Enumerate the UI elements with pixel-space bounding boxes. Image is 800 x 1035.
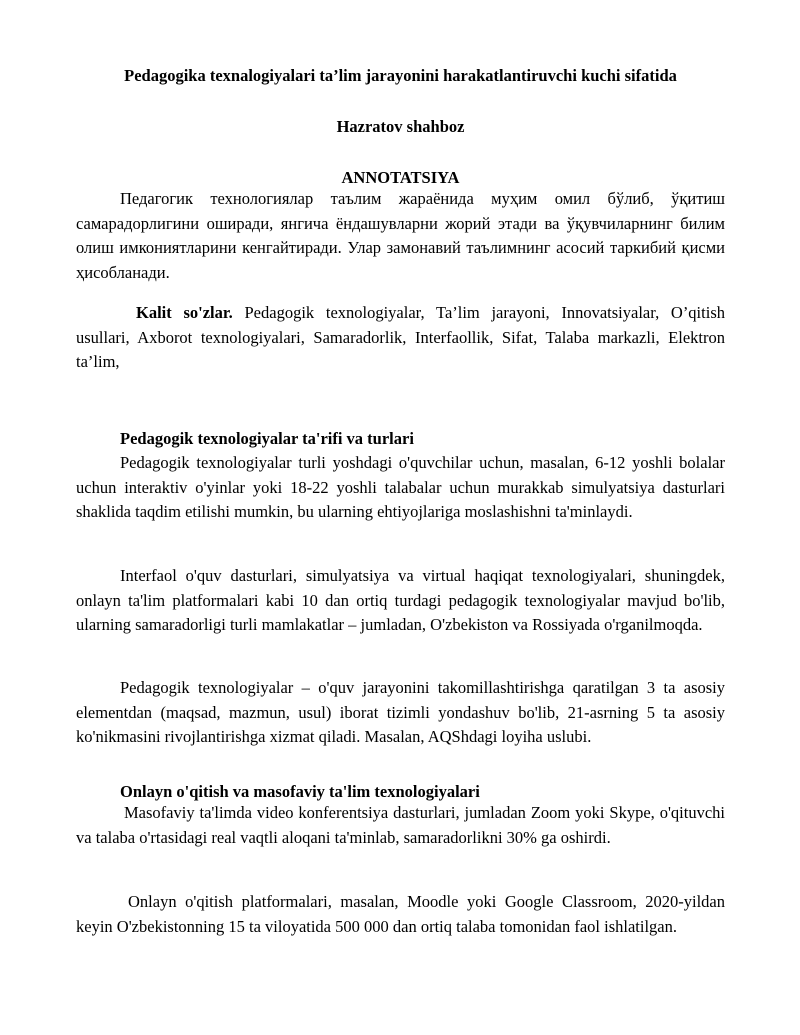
- section-heading-online: Onlayn o'qitish va masofaviy ta'lim texnologiyalari: [120, 782, 480, 801]
- section1-paragraph-3: Pedagogik texnologiyalar – o'quv jarayonini takomillashtirishga qaratilgan 3 ta asosiy elementdan (maqsad, mazmun, usul) iborat tizimli yondashuv bo'lib, 21-asrning 5 ta asosiy ko'nikmasini rivojlantirishga xizmat qiladi. Masalan, AQShdagi loyiha uslubi.: [76, 678, 725, 746]
- annotation-text: Педагогик технологиялар таълим жараёнида муҳим омил бўлиб, ўқитиш самарадорлигини оширади, янгича ёндашувларни жорий этади ва ўқувчиларнинг билим олиш имкониятларини кенгайтиради. Улар замонавий таълимнинг асосий таркибий қисми ҳисобланади.: [76, 189, 725, 282]
- keywords-text: Pedagogik texnologiyalar, Ta’lim jarayoni, Innovatsiyalar, O’qitish usullari, Axborot texnologiyalari, Samaradorlik, Interfaollik, Sifat, Talaba markazli, Elektron ta’lim,: [76, 303, 725, 371]
- section1-paragraph-2: Interfaol o'quv dasturlari, simulyatsiya va virtual haqiqat texnologiyalari, shuningdek, onlayn ta'lim platformalari kabi 10 dan ortiq turdagi pedagogik texnologiyalar mavjud bo'lib, ularning samaradorligi turli mamlakatlar – jumladan, O'zbekiston va Rossiyada o'rganilmoqda.: [76, 566, 725, 634]
- annotation-heading: ANNOTATSIYA: [341, 168, 460, 187]
- keywords-paragraph: [76, 301, 725, 375]
- section2-paragraph-2: Onlayn o'qitish platformalari, masalan, Moodle yoki Google Classroom, 2020-yildan keyin O'zbekistonning 15 ta viloyatida 500 000 dan ortiq talaba tomonidan faol ishlatilgan.: [76, 892, 725, 936]
- paper-title: Pedagogika texnalogiyalari ta’lim jarayonini harakatlantiruvchi kuchi sifatida: [124, 66, 677, 85]
- section1-paragraph-1: Pedagogik texnologiyalar turli yoshdagi o'quvchilar uchun, masalan, 6-12 yoshli bolalar uchun interaktiv o'yinlar yoki 18-22 yoshli talabalar uchun murakkab simulyatsiya dasturlari shaklida taqdim etilishi mumkin, bu ularning ehtiyojlariga moslashishni ta'minlaydi.: [76, 453, 725, 521]
- author-name: Hazratov shahboz: [336, 117, 465, 136]
- section-heading-definitions: Pedagogik texnologiyalar ta'rifi va turlari: [120, 429, 414, 448]
- keywords-label: Kalit so'zlar.: [136, 303, 233, 322]
- section2-paragraph-1: Masofaviy ta'limda video konferentsiya dasturlari, jumladan Zoom yoki Skype, o'qituvchi va talaba o'rtasidagi real vaqtli aloqani ta'minlab, samaradorlikni 30% ga oshirdi.: [76, 803, 725, 847]
